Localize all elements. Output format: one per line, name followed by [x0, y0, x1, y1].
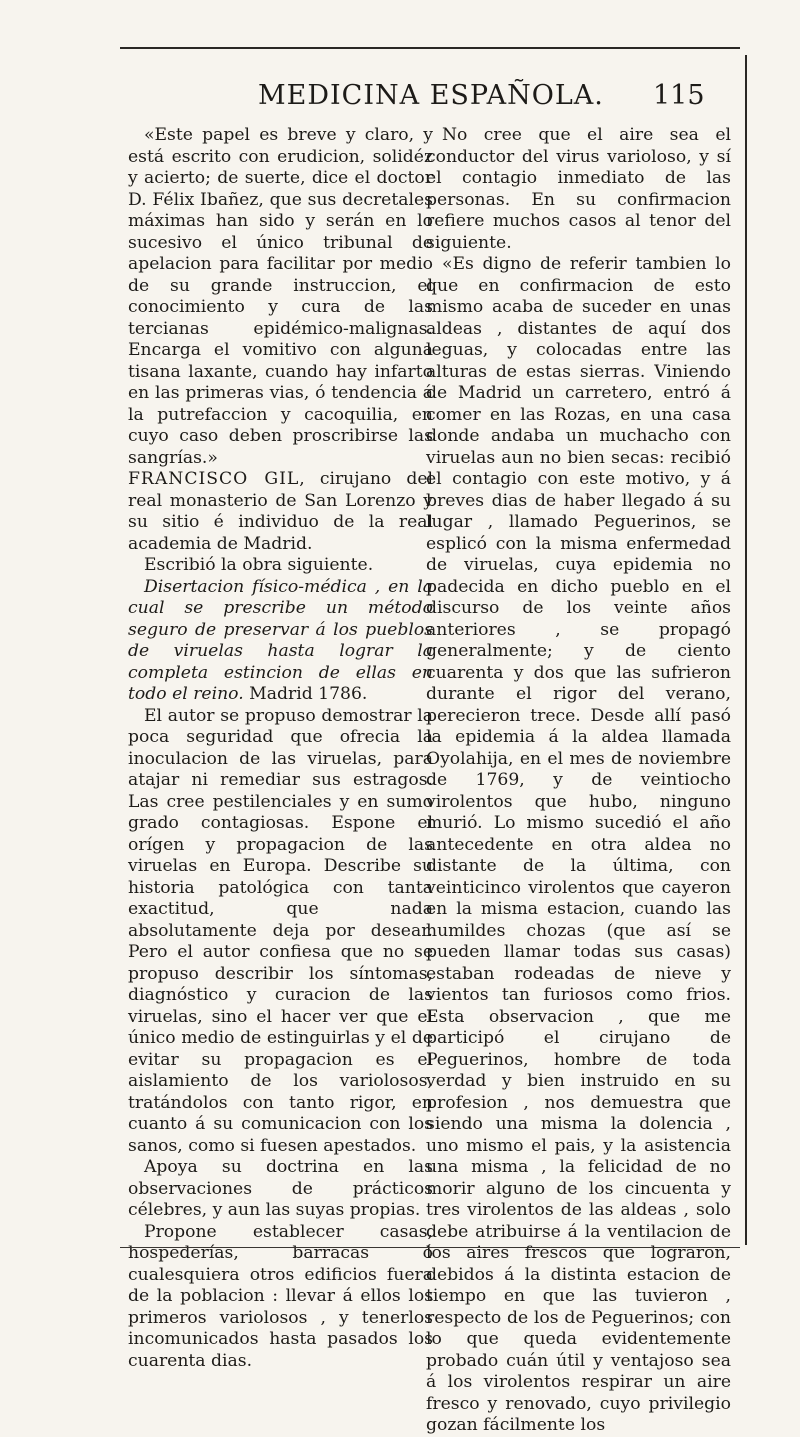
body-paragraph: No cree que el aire sea el conductor del virus varioloso, y sí el contagio inmediato de las personas. En su confirmacion refiere muchos casos al tenor del siguiente. [426, 125, 731, 253]
right-border-rule [745, 55, 747, 1245]
quoted-observation: «Es digno de referir tambien lo que en confirmacion de esto mismo acaba de suceder en unas aldeas , distantes de aquí dos leguas, y colocadas entre las alturas de estas sierras. Viniendo de Madrid un carretero, entró á comer en las Rozas, en una casa donde andaba un muchacho con viruelas aun no bien secas: recibió el contagio con este motivo, y á breves dias de haber llegado á su lugar , llamado Peguerinos, se esplicó con la misma enfermedad de viruelas, cuya epidemia no padecida en dicho pueblo en el discurso de los veinte años anteriores , se propagó generalmente; y de ciento cuarenta y dos que las sufrieron durante el rigor del verano, perecieron trece. Desde allí pasó la epidemia á la aldea llamada Oyolahija, en el mes de noviembre de 1769, y de veintiocho virolentos que hubo, ninguno murió. Lo mismo sucedió el año antecedente en otra aldea no distante de la última, con veinticinco virolentos que cayeron en la misma estacion, cuando las humildes chozas (que así se pueden llamar todas sus casas) estaban rodeadas de nieve y vientos tan furiosos como frios. Esta observacion , que me participó el cirujano de Peguerinos, hombre de toda verdad y bien instruido en su profesion , nos demuestra que siendo una misma la dolencia , uno mismo el pais, y la asistencia una misma , la felicidad de no morir alguno de los cincuenta y tres virolentos de las aldeas , solo debe atribuirse á la ventilacion de los aires frescos que lograron, debidos á la distinta estacion de tiempo en que las tuvieron , respecto de los de Peguerinos; con lo que queda evidentemente probado cuán útil y ventajoso sea á los virolentos respirar un aire fresco y renovado, cuyo privilegio gozan fácilmente los [426, 254, 731, 1435]
work-imprint: Madrid 1786. [249, 684, 368, 704]
work-title: Disertacion físico-médica , en la cual se prescribe un método seguro de preservar á los pueblos de viruelas hasta lograr la completa estincion de ellas en todo el reino. [128, 576, 433, 704]
body-paragraph: El autor se propuso demostrar la poca seguridad que ofrecia la inoculacion de las viruelas, para atajar ni remediar sus estragos. Las cree pestilenciales y en sumo grado contagiosas. Espone el orígen y propagacion de las viruelas en Europa. Describe su historia patológica con tanta exactitud, que nada absolutamente deja por desear. Pero el autor confiesa que no se propuso describir los síntomas, diagnóstico y curacion de las viruelas, sino el hacer ver que el único medio de estinguirlas y el de evitar su propagacion es el aislamiento de los variolosos, tratándolos con tanto rigor, en cuanto á su comunicacion con los sanos, como si fuesen apestados. [128, 705, 433, 1156]
bottom-border-rule [120, 1247, 740, 1248]
running-title: MEDICINA ESPAÑOLA. [258, 80, 604, 111]
wrote-line: Escribió la obra siguiente. [144, 555, 374, 575]
body-paragraph: Propone establecer casas, hospederías, barracas ó cualesquiera otros edificios fuera de la poblacion : llevar á ellos los primeros variolosos , y tenerlos incomunicados hasta pasados los cuarenta dias. [128, 1221, 433, 1371]
body-paragraph: Apoya su doctrina en las observaciones de prácticos célebres, y aun las suyas propias. [128, 1157, 433, 1220]
top-border-rule [120, 47, 740, 49]
author-entry [128, 469, 433, 555]
quote-paragraph: «Este papel es breve y claro, y está escrito con erudicion, solidéz y acierto; de suerte, dice el doctor D. Félix Ibañez, que sus decretales máximas han sido y serán en lo sucesivo el único tribunal de apelacion para facilitar por medio de su grande instruccion, el conocimiento y cura de las tercianas epidémico-malignas. Encarga el vomitivo con alguna tisana laxante, cuando hay infarto en las primeras vias, ó tendencia á la putrefaccion y cacoquilia, en cuyo caso deben proscribirse las sangrías.» [128, 125, 433, 468]
author-description: , cirujano del real monasterio de San Lorenzo y su sitio é individuo de la real academia de Madrid. [128, 469, 433, 554]
left-column [128, 125, 433, 1372]
right-column [426, 125, 731, 1437]
page-number: 115 [653, 80, 705, 111]
author-name: FRANCISCO GIL [128, 469, 300, 489]
work-citation [128, 577, 433, 706]
